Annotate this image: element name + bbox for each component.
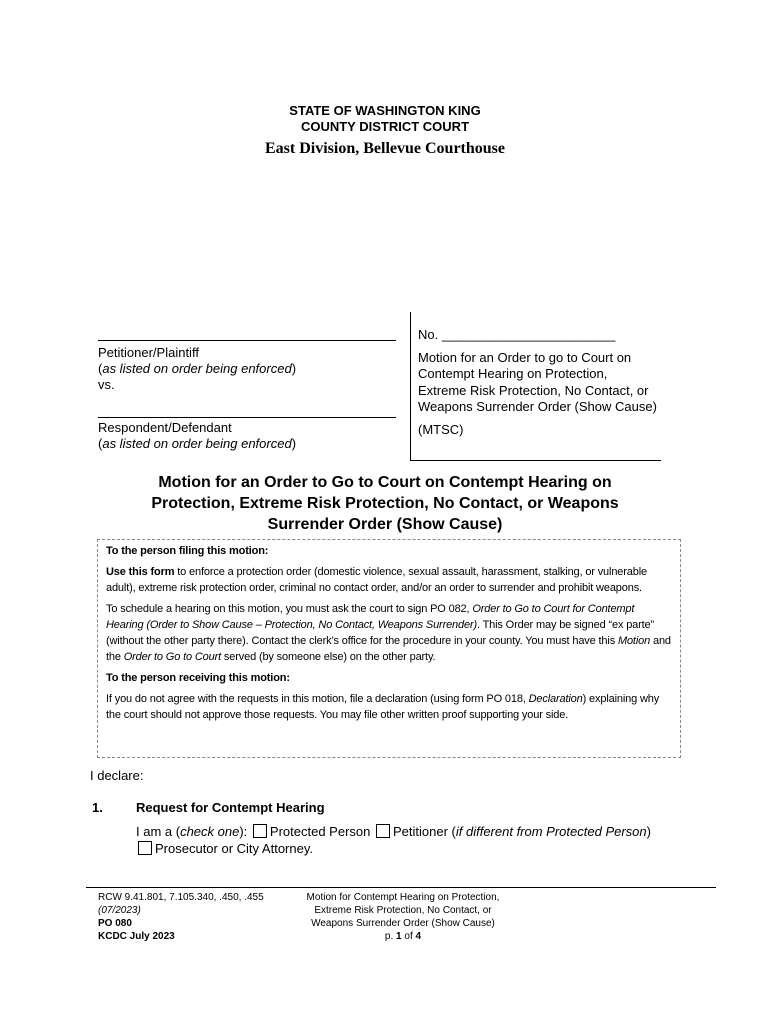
document-title	[100, 472, 670, 535]
declare-label: I declare:	[90, 768, 144, 783]
caption-doc-code: (MTSC)	[418, 421, 464, 437]
section-1-body: I am a (check one): Protected Person Petitioner (if different from Protected Person) Prosecutor or City Attorney.	[136, 824, 651, 856]
case-number[interactable]: No. ________________________	[418, 327, 616, 342]
caption-bottom-rule	[410, 460, 661, 461]
petitioner-note: (as listed on order being enforced)	[98, 361, 297, 376]
instructions-paragraph-1: Use this form to enforce a protection order (domestic violence, sexual assault, harassment, stalking, or vulnerable adult), extreme risk protection order, criminal no contact order, and/or an order to surrender and prohibit weapons.	[106, 566, 647, 594]
respondent-label: Respondent/Defendant	[98, 420, 232, 435]
petitioner-name-line[interactable]	[98, 320, 396, 341]
receiver-heading: To the person receiving this motion:	[106, 672, 290, 684]
filer-heading: To the person filing this motion:	[106, 545, 269, 557]
caption-case-info	[418, 327, 658, 438]
respondent-name-line[interactable]	[98, 393, 396, 418]
court-line-1: STATE OF WASHINGTON KING	[289, 103, 481, 118]
title-line-1: Motion for an Order to Go to Court on Contempt Hearing on	[158, 474, 612, 491]
protected-person-checkbox[interactable]	[253, 824, 267, 838]
petitioner-label: Petitioner/Plaintiff	[98, 345, 199, 360]
footer-form-number: PO 080	[98, 918, 132, 929]
section-1-number: 1.	[92, 800, 103, 815]
petitioner-label: Petitioner (if different from Protected Person)	[393, 824, 651, 839]
section-1-title: Request for Contempt Hearing	[136, 800, 325, 815]
footer-title	[300, 891, 506, 943]
prosecutor-checkbox[interactable]	[138, 841, 152, 855]
caption-divider	[410, 312, 411, 460]
petitioner-checkbox[interactable]	[376, 824, 390, 838]
court-name	[0, 103, 770, 135]
vs-label: vs.	[98, 377, 115, 392]
footer-local-version: KCDC July 2023	[98, 931, 175, 942]
title-line-2: Protection, Extreme Risk Protection, No Contact, or Weapons	[151, 495, 619, 512]
title-line-3: Surrender Order (Show Cause)	[267, 516, 503, 533]
instructions-box	[97, 539, 681, 758]
protected-person-label: Protected Person	[269, 824, 371, 839]
footer-rule	[86, 887, 716, 888]
instructions-paragraph-2: To schedule a hearing on this motion, you must ask the court to sign PO 082, Order to Go to Court for Contempt Hearing (Order to Show Cause – Protection, No Contact, Weapons Surrender). This Order may be signed “ex parte” (without the other party there). Contact the clerk’s office for the procedure in your county. You must have this Motion and the Order to Go to Court served (by someone else) on the other party.	[106, 603, 671, 663]
court-division: East Division, Bellevue Courthouse	[264, 140, 505, 157]
footer-rcw: RCW 9.41.801, 7.105.340, .450, .455	[98, 892, 264, 903]
page-number: p. 1 of 4	[384, 931, 422, 942]
respondent-note: (as listed on order being enforced)	[98, 436, 297, 451]
prosecutor-label: Prosecutor or City Attorney.	[155, 841, 313, 856]
court-line-2: COUNTY DISTRICT COURT	[300, 119, 470, 134]
instructions-paragraph-3: If you do not agree with the requests in this motion, file a declaration (using form PO 018, Declaration) explaining why the court should not approve those requests. You may file other written proof supporting your side.	[106, 693, 660, 721]
footer-date: (07/2023)	[98, 905, 141, 916]
footer-doc-title: Motion for Contempt Hearing on Protection, Extreme Risk Protection, No Contact, or Weapons Surrender Order (Show Cause)	[306, 892, 500, 929]
caption-parties	[98, 320, 398, 452]
caption-doc-title: Motion for an Order to go to Court on Contempt Hearing on Protection, Extreme Risk Protection, No Contact, or Weapons Surrender Order (Show Cause)	[418, 349, 657, 414]
footer-form-info	[98, 891, 264, 943]
